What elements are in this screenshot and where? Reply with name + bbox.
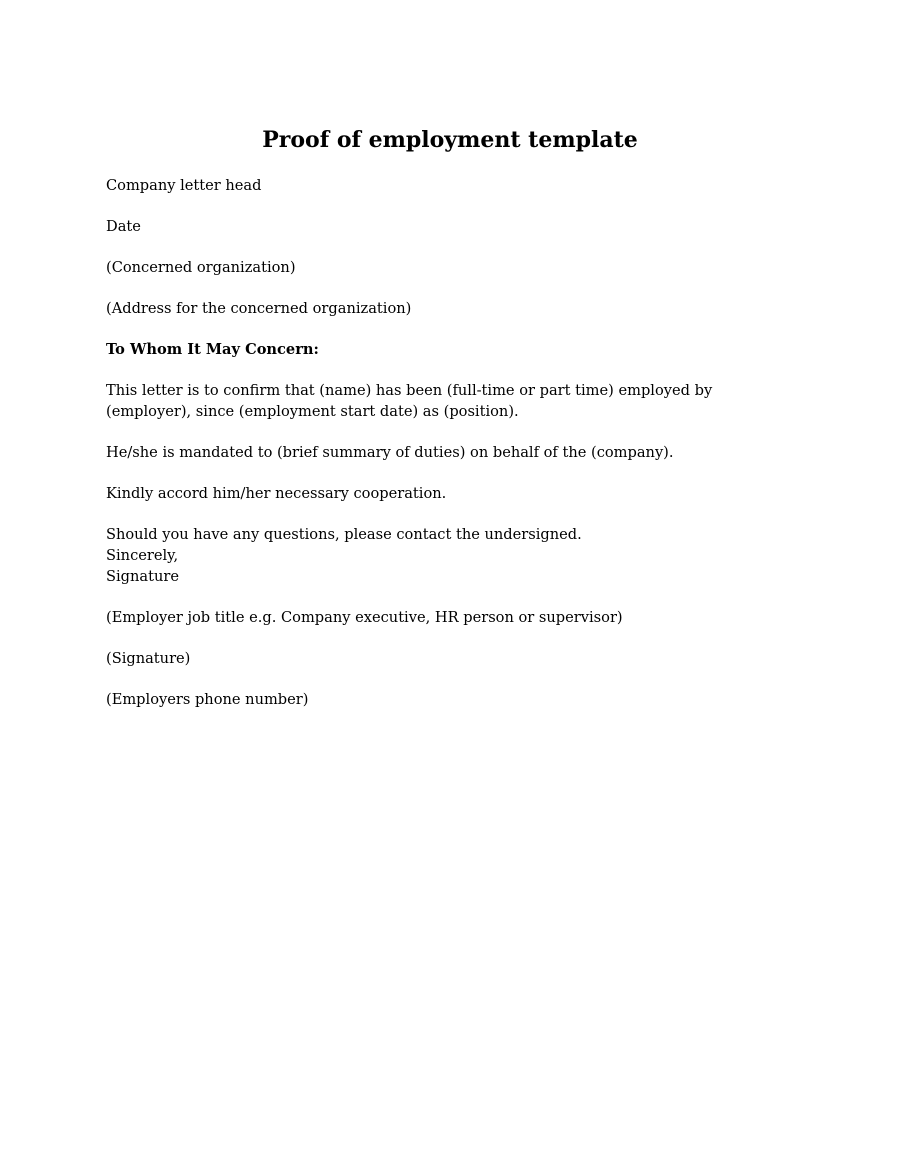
letter-head: Company letter head xyxy=(106,177,262,194)
concerned-organization: (Concerned organization) xyxy=(106,259,296,276)
signature-label: Signature xyxy=(106,568,179,585)
concerned-address: (Address for the concerned organization) xyxy=(106,300,412,317)
document-title: Proof of employment template xyxy=(262,127,638,153)
salutation: To Whom It May Concern: xyxy=(106,341,319,358)
employer-phone: (Employers phone number) xyxy=(106,691,309,708)
letter-body xyxy=(106,175,746,730)
questions-line: Should you have any questions, please contact the undersigned. xyxy=(106,526,582,543)
cooperation-paragraph: Kindly accord him/her necessary cooperation. xyxy=(106,485,447,502)
sincerely-line: Sincerely, xyxy=(106,547,179,564)
closing-block xyxy=(106,524,746,587)
employer-job-title: (Employer job title e.g. Company executive, HR person or supervisor) xyxy=(106,609,623,626)
letter-date: Date xyxy=(106,218,141,235)
duties-paragraph: He/she is mandated to (brief summary of duties) on behalf of the (company). xyxy=(106,444,674,461)
signature-placeholder: (Signature) xyxy=(106,650,191,667)
confirmation-paragraph: This letter is to confirm that (name) has been (full-time or part time) employed by (employer), since (employment start date) as (position). xyxy=(106,382,713,420)
